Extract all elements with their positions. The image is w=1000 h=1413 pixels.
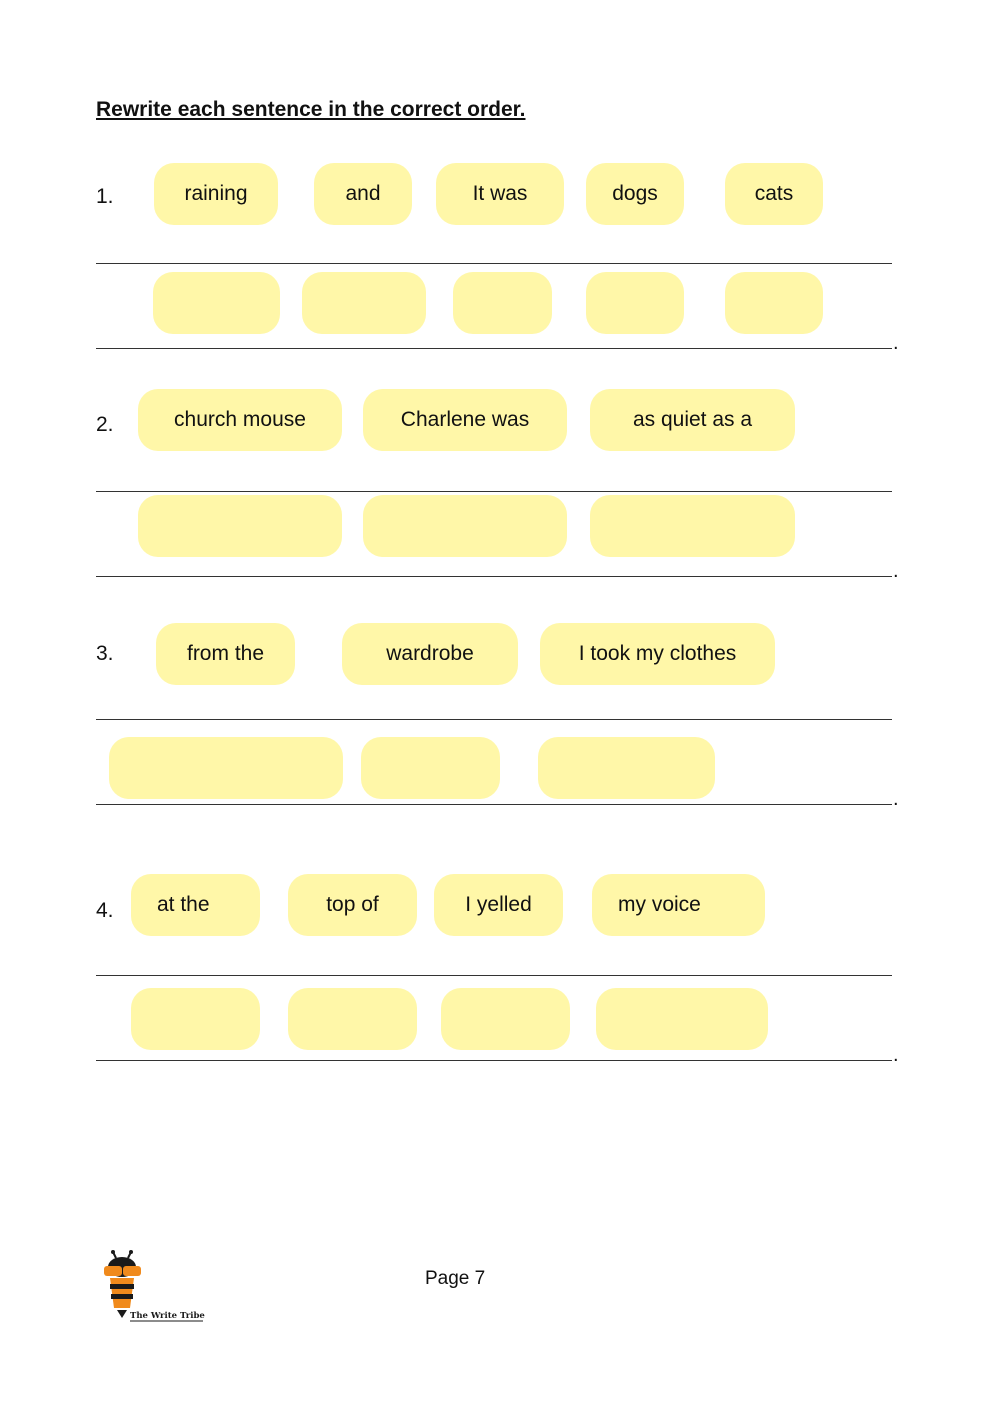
answer-line [96,263,892,264]
answer-slot[interactable] [138,495,342,557]
brand-name: The Write Tribe [130,1311,205,1321]
word-tile[interactable]: my voice [592,874,765,936]
bee-goggle-left [104,1266,122,1276]
question-2-number: 2. [96,413,114,436]
answer-slot[interactable] [596,988,768,1050]
page-number: Page 7 [425,1268,486,1289]
sentence-end-period: . [893,332,899,354]
word-tile[interactable]: at the [131,874,260,936]
answer-slot[interactable] [586,272,684,334]
question-4-number: 4. [96,899,114,922]
bee-antenna-tip [111,1250,115,1254]
word-tile[interactable]: raining [154,163,278,225]
word-tile[interactable]: and [314,163,412,225]
word-tile[interactable]: cats [725,163,823,225]
bee-antenna-tip [129,1250,133,1254]
worksheet-title: Rewrite each sentence in the correct order. [96,98,526,121]
sentence-end-period: . [893,560,899,582]
word-tile[interactable]: as quiet as a [590,389,795,451]
word-tile[interactable]: I took my clothes [540,623,775,685]
answer-slot[interactable] [590,495,795,557]
answer-line [96,975,892,976]
sentence-end-period: . [893,788,899,810]
answer-slot[interactable] [153,272,280,334]
answer-slot[interactable] [361,737,500,799]
answer-slot[interactable] [363,495,567,557]
bee-stripe [111,1294,133,1299]
write-tribe-bee-logo [96,1250,208,1326]
answer-slot[interactable] [302,272,426,334]
answer-line [96,491,892,492]
answer-slot[interactable] [131,988,260,1050]
answer-line [96,1060,892,1061]
word-tile[interactable]: dogs [586,163,684,225]
bee-stinger [117,1310,127,1318]
answer-slot[interactable] [725,272,823,334]
word-tile[interactable]: from the [156,623,295,685]
answer-slot[interactable] [288,988,417,1050]
word-tile[interactable]: wardrobe [342,623,518,685]
word-tile[interactable]: It was [436,163,564,225]
question-1-number: 1. [96,185,114,208]
bee-body [110,1278,134,1308]
word-tile[interactable]: church mouse [138,389,342,451]
answer-line [96,719,892,720]
word-tile[interactable]: I yelled [434,874,563,936]
answer-line [96,348,892,349]
answer-line [96,576,892,577]
answer-slot[interactable] [441,988,570,1050]
answer-slot[interactable] [109,737,343,799]
bee-goggle-right [123,1266,141,1276]
word-tile[interactable]: Charlene was [363,389,567,451]
sentence-end-period: . [893,1044,899,1066]
bee-stripe [110,1284,134,1289]
answer-line [96,804,892,805]
answer-slot[interactable] [538,737,715,799]
answer-slot[interactable] [453,272,552,334]
question-3-number: 3. [96,642,114,665]
word-tile[interactable]: top of [288,874,417,936]
